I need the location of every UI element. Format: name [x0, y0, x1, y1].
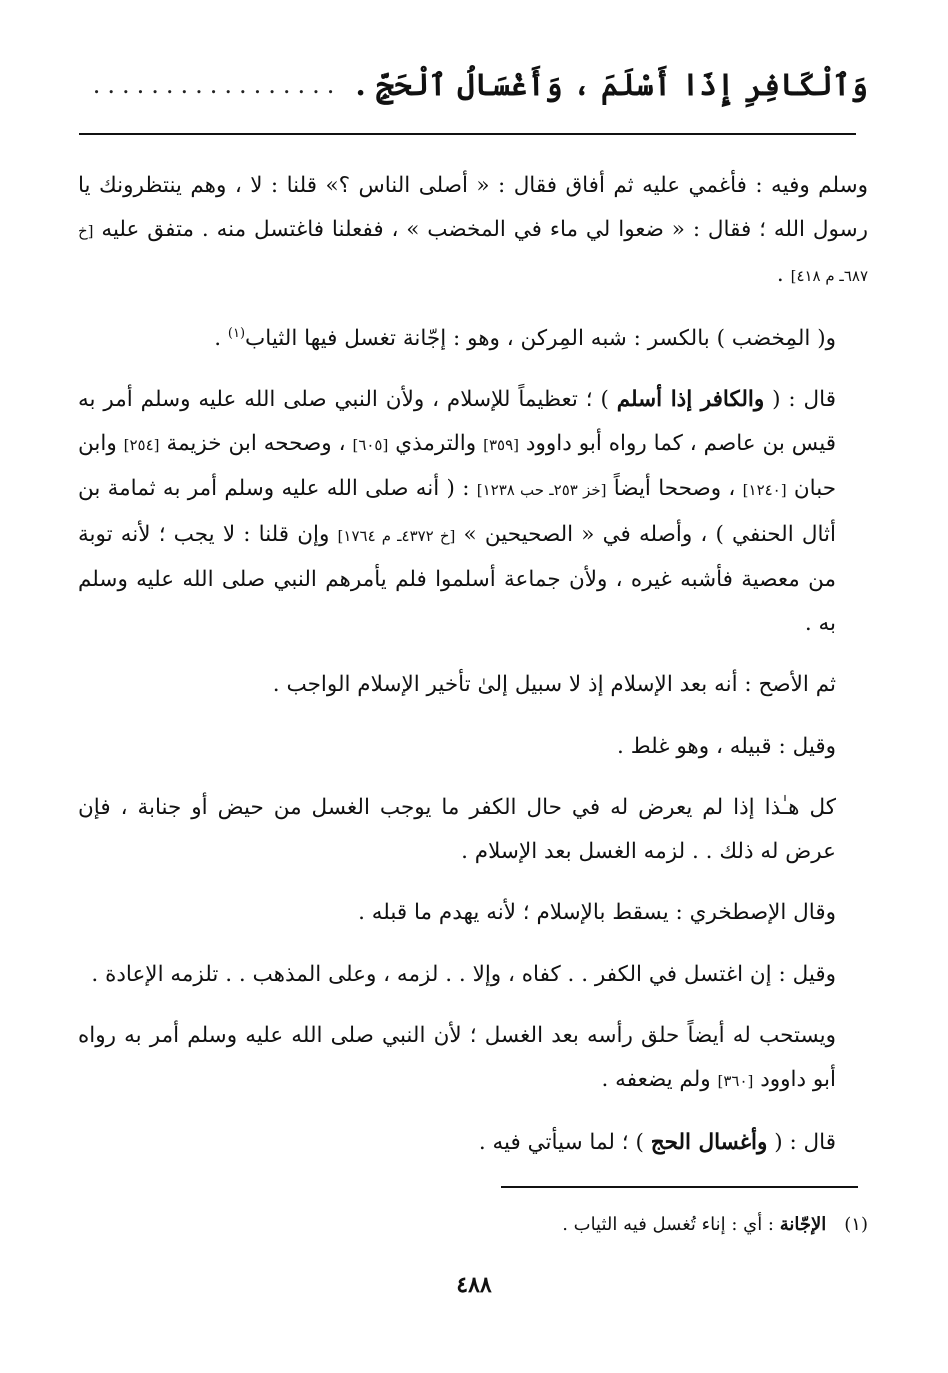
header-rule — [79, 133, 856, 135]
footnote-term: الإجّانة — [779, 1214, 827, 1235]
paragraph-9-text-a: ويستحب له أيضاً حلق رأسه بعد الغسل ؛ لأن النبي صلى الله عليه وسلم أمر به رواه أبو داوود — [78, 1023, 836, 1092]
footnote-number: (١) — [844, 1214, 868, 1235]
paragraph-1-text: وسلم وفيه : فأغمي عليه ثم أفاق فقال : « أصلى الناس ؟» قلنا : لا ، وهم ينتظرونك يا رسول الله ؛ فقال : « ضعوا لي ماء في المخضب » ، ففعلنا فاغتسل منه . متفق عليه — [78, 173, 868, 242]
paragraph-10 — [78, 1121, 868, 1165]
footnote-marker: (١) — [227, 325, 246, 341]
paragraph-10-text: ) ؛ لما سيأتي فيه . — [478, 1130, 651, 1155]
page-body — [78, 164, 868, 1183]
paragraph-1-end: . — [776, 262, 791, 287]
footnote-text: : أي : إناء تُغسل فيه الثياب . — [562, 1214, 780, 1235]
citation-ref: [١٢٤٠] — [742, 481, 787, 499]
citation-ref: [خ ٦٨٧ـ م ٤١٨] — [78, 221, 868, 285]
paragraph-3-text-g: : ( أنه صلى الله عليه وسلم أمر به ثمامة بن أثال الحنفي ) ، وأصله في « الصحيحين » — [78, 476, 836, 547]
paragraph-5: وقيل : قبيله ، وهو غلط . — [617, 733, 836, 759]
paragraph-2-text: و( المِخضب ) بالكسر : شبه المِركن ، وهو : إجّانة تغسل فيها الثياب — [245, 325, 836, 351]
citation-ref: [خ ٤٣٧٢ـ م ١٧٦٤] — [337, 526, 456, 545]
paragraph-3-text-b: ) ؛ تعظيماً للإسلام ، ولأن النبي صلى الله عليه وسلم أمر به قيس بن عاصم ، كما رواه أبو داوود — [78, 387, 836, 456]
citation-ref: [خز ٢٥٣ـ حب ١٢٣٨] — [476, 481, 607, 499]
paragraph-3 — [78, 378, 868, 645]
paragraph-10-lead: قال : ( — [767, 1130, 836, 1155]
citation-ref: [٣٦٠] — [717, 1071, 754, 1090]
paragraph-3-text-c: والترمذي — [388, 430, 484, 456]
paragraph-1 — [78, 164, 868, 299]
paragraph-3-text-f: ، وصححا أيضاً — [606, 476, 743, 501]
running-header — [78, 60, 868, 110]
paragraph-6: كل هـٰذا إذا لم يعرض له في حال الكفر ما يوجب الغسل من حيض أو جنابة ، فإن عرض له ذلك . . لزمه الغسل بعد الإسلام . — [78, 795, 836, 864]
citation-ref: [٢٥٤] — [123, 435, 160, 454]
footnote — [78, 1210, 868, 1240]
paragraph-2 — [78, 317, 868, 361]
paragraph-3-text-e: وابن حبان — [78, 430, 837, 501]
paragraph-7: وقال الإصطخري : يسقط بالإسلام ؛ لأنه يهدم ما قبله . — [358, 900, 836, 925]
paragraph-9-text-b: ولم يضعفه . — [601, 1066, 718, 1092]
header-title: وَٱلْكَافِرِ إِذَا أَسْلَمَ ، وَأَغْسَالُ ٱلْحَجِّ . — [355, 67, 868, 103]
paragraph-3-text-d: ، وصححه ابن خزيمة — [159, 430, 353, 456]
paragraph-9 — [78, 1014, 868, 1103]
footnote-rule — [501, 1186, 858, 1188]
header-leader-dots: ................. — [92, 71, 342, 99]
paragraph-8: وقيل : إن اغتسل في الكفر . . كفاه ، وإلا . . لزمه ، وعلى المذهب . . تلزمه الإعادة . — [91, 961, 836, 987]
citation-ref: [٣٥٩] — [483, 435, 519, 454]
paragraph-4: ثم الأصح : أنه بعد الإسلام إذ لا سبيل إلىٰ تأخير الإسلام الواجب . — [272, 672, 836, 697]
citation-ref: [٦٠٥] — [352, 435, 389, 454]
paragraph-3-lead: قال : ( — [764, 387, 836, 412]
page-number: ٤٨٨ — [456, 1272, 492, 1298]
paragraph-2-end: . — [214, 325, 228, 351]
matn-quote: وأغسال الحج — [650, 1130, 768, 1155]
matn-quote: والكافر إذا أسلم — [616, 387, 765, 412]
paragraph-3-text-h: وإن قلنا : لا يجب ؛ لأنه توبة من معصية فأشبه غيره ، ولأن جماعة أسلموا فلم يأمرهم النبي صلى الله عليه وسلم به . — [78, 521, 836, 636]
